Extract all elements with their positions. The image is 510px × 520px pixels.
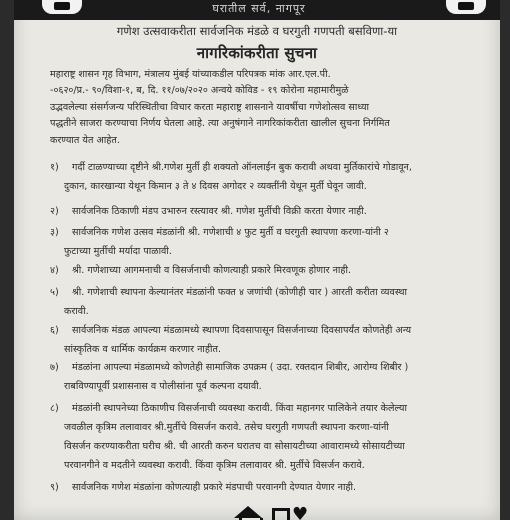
- notice-item-7: [50, 358, 490, 396]
- footer-icons: [224, 502, 324, 520]
- intro-line: -०६२०/प्र.- ९०/विशा-१, ब, दि. ११/०७/२०२० अन्वये कोविड - १९ कोरोना महामारीमुळे: [50, 85, 349, 97]
- notice-line: मंडळांना आपल्या मंडळामध्ये कोणतेही सामाजिक उपक्रम ( उदा. रक्तदान शिबीर, आरोग्य शिबीर ): [72, 362, 409, 373]
- notice-number: ५): [50, 287, 59, 298]
- header-band-text: घरातील सर्व, नागपूर: [212, 2, 306, 15]
- notice-number: १): [50, 162, 59, 173]
- emblem-logo-left: [42, 0, 82, 14]
- notice-line: फुटाच्या मुर्तीची मर्यादा पाळावी.: [64, 246, 172, 257]
- notice-line: गर्दी टाळण्याच्या दृष्टीने श्री.गणेश मुर्ती ही शक्यतो ऑनलाईन बुक करावी अथवा मुर्तिकारांचे गोडावून,: [72, 162, 412, 173]
- notice-line: जवळील कृत्रिम तलावावर श्री.मुर्तीचे विसर्जन करावे. तसेच घरगुती गणपती स्थापना करणा-यांनी: [64, 422, 389, 433]
- notice-item-4: [50, 261, 490, 280]
- notice-item-9: [50, 478, 490, 497]
- emblem-logo-right: [446, 0, 486, 14]
- notice-line: सार्वजनिक मंडळ आपल्या मंडळामध्ये स्थापणा दिवसापासून विसर्जनाच्या दिवसापर्यंत कोणतेही अन्य: [72, 325, 412, 336]
- notice-number: ४): [50, 265, 59, 276]
- notice-line: परवानगीने व मदतीने व्यवस्था करावी. किंवा कृत्रिम तलावावर श्री. मुर्तीचे विसर्जन करावे.: [64, 460, 365, 471]
- notice-line: करावी.: [64, 306, 89, 317]
- intro-paragraph: [50, 67, 480, 149]
- notice-subtitle: गणेश उत्सवाकरीता सार्वजनिक मंडळे व घरगुती गणपती बसविणा-या: [116, 24, 398, 38]
- notice-line: विसर्जन करण्याकरीता घरीच श्री. ची आरती करुन घरातच वा सोसायटीच्या आवारामध्ये सोसायटीच्या: [64, 441, 405, 452]
- notice-title: नागरिकांकरीता सुचना: [196, 44, 318, 62]
- notice-item-5: [50, 283, 490, 321]
- notice-item-3: [50, 223, 490, 261]
- notice-item-1: [50, 158, 490, 196]
- notice-number: ७): [50, 362, 59, 373]
- notice-number: ८): [50, 403, 59, 414]
- notice-item-6: [50, 321, 490, 359]
- notice-item-8: [50, 399, 490, 475]
- house-icon: [234, 506, 262, 518]
- intro-line: महाराष्ट्र शासन गृह विभाग, मंत्रालय मुंबई यांच्याकडील परिपत्रक मांक आर.एल.पी.: [50, 69, 331, 80]
- header-band: [14, 0, 500, 20]
- notice-line: मंडळांनी स्थापनेच्या ठिकाणीच विसर्जनाची व्यवस्था करावी. किंवा महानगर पालिकेने तयार केलेल्या: [72, 403, 407, 414]
- notice-number: ३): [50, 227, 59, 238]
- notice-paper: [14, 0, 500, 520]
- notice-number: ६): [50, 325, 59, 336]
- intro-line: पद्धतीने साजरा करण्याचा निर्णय घेतला आहे. त्या अनुषंगाने नागरिकांकरीता खालील सुचना निर्गमित: [50, 118, 390, 130]
- notice-line: दुकान, कारखान्या येथून किमान ३ ते ४ दिवस अगोदर २ व्यक्तींनी येथून मुर्ती घेवून जावी.: [64, 181, 367, 192]
- notice-item-2: [50, 202, 490, 221]
- intro-line: करण्यात येत आहेत.: [50, 134, 120, 146]
- notice-line: सार्वजनिक गणेश उत्सव मंडळांनी श्री. गणेशाची ४ फुट मुर्ती व घरगुती स्थापणा करणा-यांनी २: [72, 227, 389, 238]
- notice-number: ९): [50, 482, 59, 493]
- notice-line: श्री. गणेशाच्या आगमनाची व विसर्जनाची कोणत्याही प्रकारे मिरवणूक होणार नाही.: [72, 265, 352, 276]
- notice-line: सांस्कृतिक व धार्मिक कार्यक्रम करणार नाहीत.: [64, 344, 222, 355]
- notice-line: श्री. गणेशाची स्थापना केल्यानंतर मंडळांनी फक्त ४ जणांची (कोणीही चार ) आरती करीता व्यवस्था: [72, 287, 407, 298]
- intro-line: उद्भवलेल्या संसर्गजन्य परिस्थितीचा विचार करता महाराष्ट्र शासनाने यावर्षीचा गणेशोत्सव साध्या: [50, 101, 370, 113]
- heart-icon: ♥: [292, 504, 309, 520]
- notice-number: २): [50, 206, 59, 217]
- notice-line: राबविण्यापूर्वी प्रशासनास व पोलीसांना पूर्व कल्पना दयावी.: [64, 381, 262, 392]
- home-outline-icon: [272, 508, 290, 520]
- notice-line: सार्वजनिक गणेश मंडळांना कोणत्याही प्रकारे मंडपाची परवानगी देण्यात येणार नाही.: [72, 482, 357, 493]
- notice-line: सार्वजनिक ठिकाणी मंडप उभारुन रस्त्यावर श्री. गणेश मुर्तीची विक्री करता येणार नाही.: [72, 206, 367, 217]
